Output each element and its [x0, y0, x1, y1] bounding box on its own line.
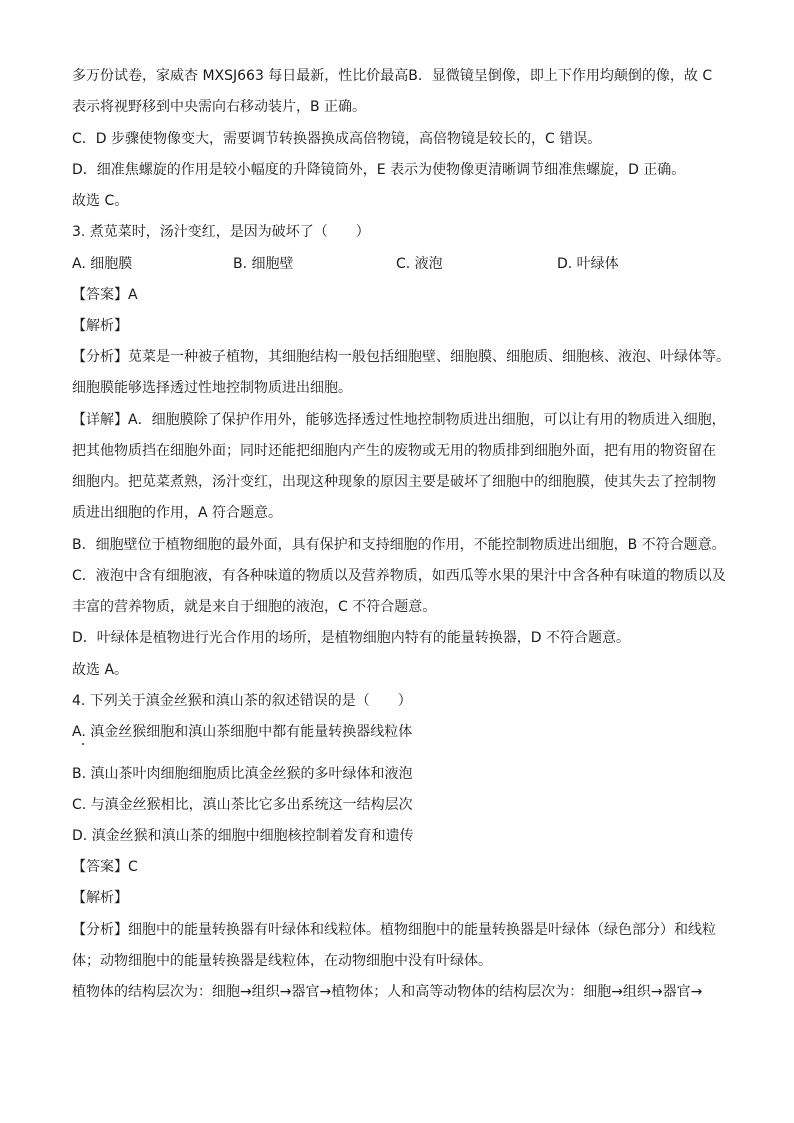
text-line: 植物体的结构层次为：细胞→组织→器官→植物体；人和高等动物体的结构层次为：细胞→组织→器官→ [72, 984, 703, 1000]
q4-option-c: C. 与滇金丝猴相比，滇山茶比它多出系统这一结构层次 [72, 797, 413, 813]
text-line: 【分析】苋菜是一种被子植物，其细胞结构一般包括细胞壁、细胞膜、细胞质、细胞核、液泡、叶绿体等。 [72, 349, 730, 365]
text-line: 多万份试卷，家威杏 MXSJ663 每日最新，性比价最高B．显微镜呈倒像，即上下作用均颠倒的像，故 C [72, 68, 713, 84]
stray-dot [82, 743, 84, 745]
answer-label: 【答案】C [72, 859, 138, 875]
text-line: B．细胞壁位于植物细胞的最外面，具有保护和支持细胞的作用，不能控制物质进出细胞，B 不符合题意。 [72, 537, 726, 553]
q4-option-b: B. 滇山茶叶肉细胞细胞质比滇金丝猴的多叶绿体和液泡 [72, 766, 413, 782]
question-3-stem: 3. 煮苋菜时，汤汁变红，是因为破坏了（ ） [72, 224, 370, 240]
text-line: 细胞内。把苋菜煮熟，汤汁变红，出现这种现象的原因主要是破坏了细胞中的细胞膜，使其失去了控制物 [72, 474, 716, 490]
q3-option-c: C. 液泡 [396, 256, 443, 272]
text-line: 体；动物细胞中的能量转换器是线粒体，在动物细胞中没有叶绿体。 [72, 953, 492, 969]
text-line: D．细准焦螺旋的作用是较小幅度的升降镜筒外，E 表示为使物像更清晰调节细准焦螺旋，D 正确。 [72, 162, 686, 178]
text-line: 故选 C。 [72, 193, 129, 209]
text-line: 质进出细胞的作用，A 符合题意。 [72, 505, 283, 521]
text-line: 细胞膜能够选择透过性地控制物质进出细胞。 [72, 380, 352, 396]
answer-label: 【答案】A [72, 287, 138, 303]
question-4-stem: 4. 下列关于滇金丝猴和滇山茶的叙述错误的是（ ） [72, 693, 412, 709]
text-line: 丰富的营养物质，就是来自于细胞的液泡，C 不符合题意。 [72, 599, 437, 615]
text-line: C．D 步骤使物像变大，需要调节转换器换成高倍物镜，高倍物镜是较长的，C 错误。 [72, 131, 602, 147]
text-line: 【分析】细胞中的能量转换器有叶绿体和线粒体。植物细胞中的能量转换器是叶绿体（绿色部分）和线粒 [72, 922, 716, 938]
text-line: D．叶绿体是植物进行光合作用的场所，是植物细胞内特有的能量转换器，D 不符合题意。 [72, 630, 631, 646]
text-line: 【详解】A．细胞膜除了保护作用外，能够选择透过性地控制物质进出细胞，可以让有用的物质进入细胞， [72, 412, 726, 428]
text-line: 故选 A。 [72, 662, 129, 678]
text-line: 把其他物质挡在细胞外面；同时还能把细胞内产生的废物或无用的物质排到细胞外面，把有用的物资留在 [72, 443, 716, 459]
text-line: C．液泡中含有细胞液，有各种味道的物质以及营养物质，如西瓜等水果的果汁中含各种有味道的物质以及 [72, 568, 726, 584]
q4-option-d: D. 滇金丝猴和滇山茶的细胞中细胞核控制着发育和遗传 [72, 828, 414, 844]
q3-option-b: B. 细胞壁 [233, 256, 294, 272]
text-line: 表示将视野移到中央需向右移动装片，B 正确。 [72, 99, 367, 115]
q3-option-a: A. 细胞膜 [72, 256, 133, 272]
analysis-label: 【解析】 [72, 318, 128, 334]
analysis-label: 【解析】 [72, 890, 128, 906]
q3-option-d: D. 叶绿体 [557, 256, 619, 272]
q4-option-a: A. 滇金丝猴细胞和滇山茶细胞中都有能量转换器线粒体 [72, 724, 413, 740]
